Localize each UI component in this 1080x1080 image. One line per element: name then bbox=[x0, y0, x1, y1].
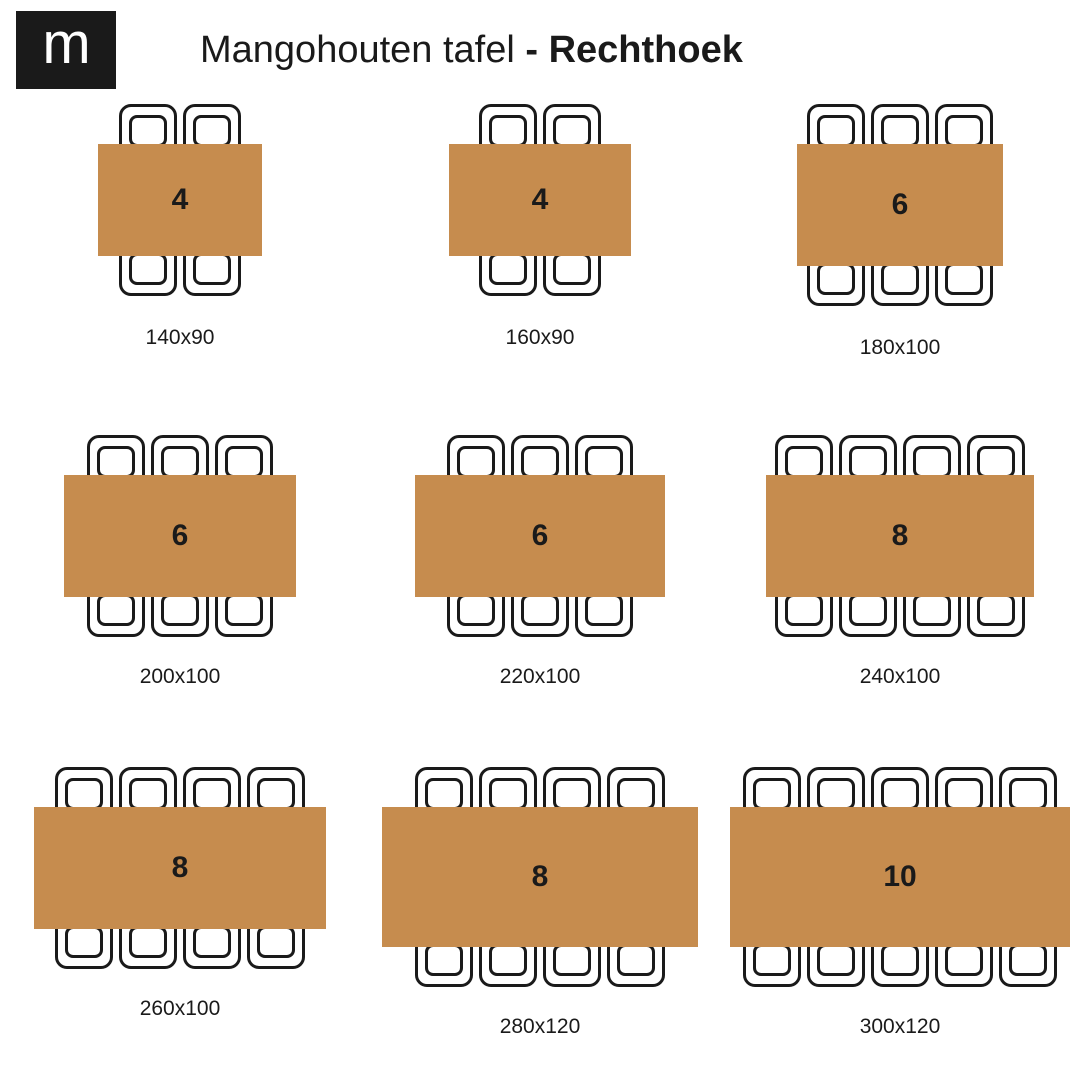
page-title-sub: Rechthoek bbox=[548, 29, 743, 71]
table-option bbox=[0, 86, 360, 417]
table-diagram bbox=[64, 435, 296, 637]
table-diagram bbox=[730, 767, 1070, 987]
table-top-seat-count: 4 bbox=[98, 144, 262, 256]
table-option bbox=[720, 417, 1080, 748]
table-option bbox=[360, 749, 720, 1080]
table-top-seat-count: 8 bbox=[382, 807, 698, 947]
table-diagram bbox=[382, 767, 698, 987]
table-option bbox=[720, 86, 1080, 417]
table-top-seat-count: 6 bbox=[797, 144, 1003, 266]
table-top-seat-count: 6 bbox=[64, 475, 296, 597]
table-option bbox=[360, 417, 720, 748]
table-top-seat-count: 8 bbox=[766, 475, 1034, 597]
table-top-seat-count: 10 bbox=[730, 807, 1070, 947]
page-header bbox=[0, 0, 1080, 86]
page-title-separator: - bbox=[525, 29, 549, 71]
table-option bbox=[0, 417, 360, 748]
table-diagram bbox=[766, 435, 1034, 637]
table-top-seat-count: 8 bbox=[34, 807, 326, 929]
table-size-caption: 280x120 bbox=[499, 1014, 581, 1038]
table-size-caption: 160x90 bbox=[505, 326, 575, 349]
page-title-main: Mangohouten tafel bbox=[200, 29, 526, 71]
table-size-caption: 220x100 bbox=[499, 665, 581, 689]
table-size-caption: 140x90 bbox=[145, 326, 215, 349]
brand-logo bbox=[16, 11, 116, 89]
table-top-seat-count: 4 bbox=[449, 144, 631, 256]
table-diagram bbox=[449, 104, 631, 296]
table-diagram bbox=[415, 435, 665, 637]
brand-logo-mark: m bbox=[42, 11, 90, 76]
table-size-caption: 300x120 bbox=[859, 1014, 941, 1038]
table-diagram bbox=[98, 104, 262, 296]
page-title bbox=[200, 31, 743, 69]
table-size-grid bbox=[0, 86, 1080, 1080]
table-size-caption: 260x100 bbox=[139, 996, 221, 1020]
table-size-caption: 240x100 bbox=[859, 665, 941, 689]
table-option bbox=[720, 749, 1080, 1080]
table-size-caption: 200x100 bbox=[139, 665, 221, 689]
table-size-caption: 180x100 bbox=[859, 336, 941, 359]
table-diagram bbox=[34, 767, 326, 969]
table-option bbox=[0, 749, 360, 1080]
table-option bbox=[360, 86, 720, 417]
table-diagram bbox=[797, 104, 1003, 306]
table-top-seat-count: 6 bbox=[415, 475, 665, 597]
